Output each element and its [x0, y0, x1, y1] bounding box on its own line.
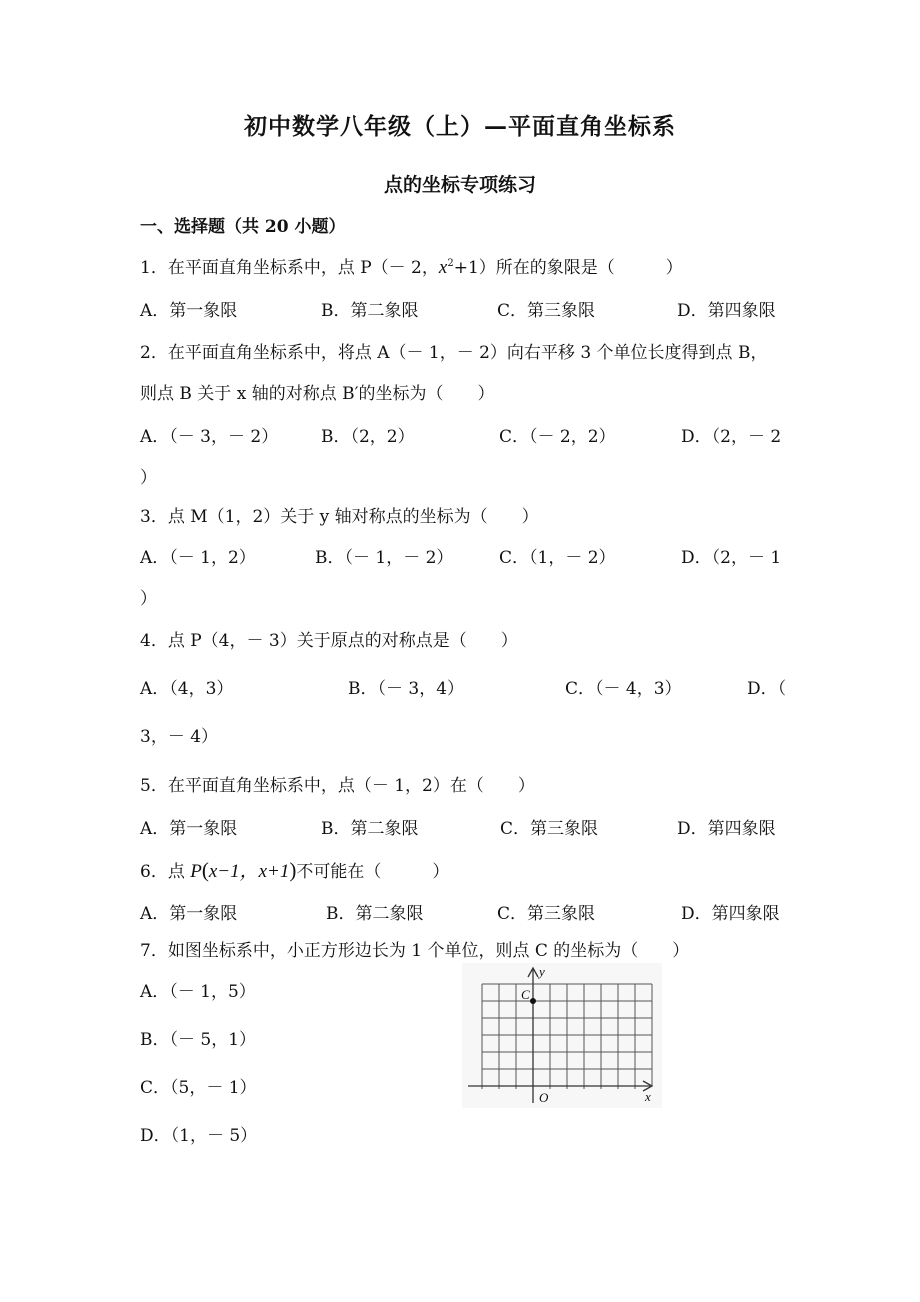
question-6-text-pre: 6．点	[140, 862, 191, 882]
q2-option-a[interactable]: A．（－ 3，－ 2）	[140, 427, 279, 447]
q4-option-b[interactable]: B．（－ 3，4）	[348, 679, 465, 699]
question-6	[140, 859, 449, 883]
q4-option-c[interactable]: C．（－ 4，3）	[565, 679, 682, 699]
question-1	[140, 257, 683, 279]
point-c-label: C	[521, 987, 530, 1002]
q3-option-a[interactable]: A．（－ 1，2）	[140, 548, 256, 568]
q5-option-b[interactable]: B．第二象限	[321, 819, 419, 839]
q4-option-a[interactable]: A．（4，3）	[140, 679, 234, 699]
q3-option-b[interactable]: B．（－ 1，－ 2）	[315, 548, 454, 568]
point-c-marker	[530, 998, 536, 1004]
q7-option-d[interactable]: D．（1，－ 5）	[140, 1126, 258, 1146]
q2-option-b[interactable]: B．（2，2）	[321, 427, 415, 447]
question-1-text-post: +1）所在的象限是（ ）	[453, 258, 683, 278]
question-6-expression: x−1，x+1	[208, 861, 290, 882]
question-4: 4．点 P（4，－ 3）关于原点的对称点是（ ）	[140, 631, 518, 651]
q6-option-c[interactable]: C．第三象限	[497, 904, 596, 924]
question-2-line-1: 2．在平面直角坐标系中，将点 A（－ 1，－ 2）向右平移 3 个单位长度得到点 B，	[140, 343, 768, 363]
question-6-open-paren: (	[201, 858, 209, 882]
question-2-line-2: 则点 B 关于 x 轴的对称点 B′的坐标为（ ）	[140, 384, 495, 404]
y-axis-label: y	[539, 964, 545, 979]
q5-option-c[interactable]: C．第三象限	[500, 819, 599, 839]
question-6-close-paren: )	[289, 858, 297, 882]
q5-option-d[interactable]: D．第四象限	[677, 819, 776, 839]
q3-option-d-wrap: ）	[140, 589, 157, 609]
q6-option-d[interactable]: D．第四象限	[681, 904, 780, 924]
q4-option-d[interactable]: D．（	[747, 679, 787, 699]
question-5: 5．在平面直角坐标系中，点（－ 1，2）在（ ）	[140, 776, 535, 796]
question-1-exponent: 2	[447, 258, 454, 269]
q7-option-c[interactable]: C．（5，－ 1）	[140, 1078, 257, 1098]
q2-option-d[interactable]: D．（2，－ 2	[681, 427, 782, 447]
q3-option-c[interactable]: C．（1，－ 2）	[499, 548, 616, 568]
q1-option-a[interactable]: A．第一象限	[140, 301, 238, 321]
q2-option-d-wrap: ）	[140, 468, 157, 488]
q6-option-b[interactable]: B．第二象限	[326, 904, 424, 924]
coordinate-grid-figure	[462, 963, 662, 1108]
x-axis-label: x	[645, 1089, 651, 1104]
q1-option-b[interactable]: B．第二象限	[321, 301, 419, 321]
origin-label: O	[539, 1090, 549, 1105]
q7-option-b[interactable]: B．（－ 5，1）	[140, 1030, 257, 1050]
q2-option-c[interactable]: C．（－ 2，2）	[499, 427, 616, 447]
question-6-text-post: 不可能在（ ）	[296, 862, 450, 882]
q1-option-d[interactable]: D．第四象限	[677, 301, 776, 321]
page-subtitle: 点的坐标专项练习	[383, 174, 536, 196]
question-7: 7．如图坐标系中，小正方形边长为 1 个单位，则点 C 的坐标为（ ）	[140, 941, 690, 961]
page-title: 初中数学八年级（上）—平面直角坐标系	[244, 113, 676, 140]
question-1-text-pre: 1．在平面直角坐标系中，点 P（－ 2，	[140, 258, 439, 278]
q7-option-a[interactable]: A．（－ 1，5）	[140, 982, 256, 1002]
q4-option-d-wrap: 3，－ 4）	[140, 727, 219, 747]
q5-option-a[interactable]: A．第一象限	[140, 819, 238, 839]
q6-option-a[interactable]: A．第一象限	[140, 904, 238, 924]
question-6-point: P	[190, 861, 202, 882]
section-heading: 一、选择题（共 20 小题）	[140, 217, 346, 237]
q1-option-c[interactable]: C．第三象限	[497, 301, 596, 321]
question-1-var: x	[438, 257, 448, 278]
question-3: 3．点 M（1，2）关于 y 轴对称点的坐标为（ ）	[140, 507, 539, 527]
q3-option-d[interactable]: D．（2，－ 1	[681, 548, 782, 568]
